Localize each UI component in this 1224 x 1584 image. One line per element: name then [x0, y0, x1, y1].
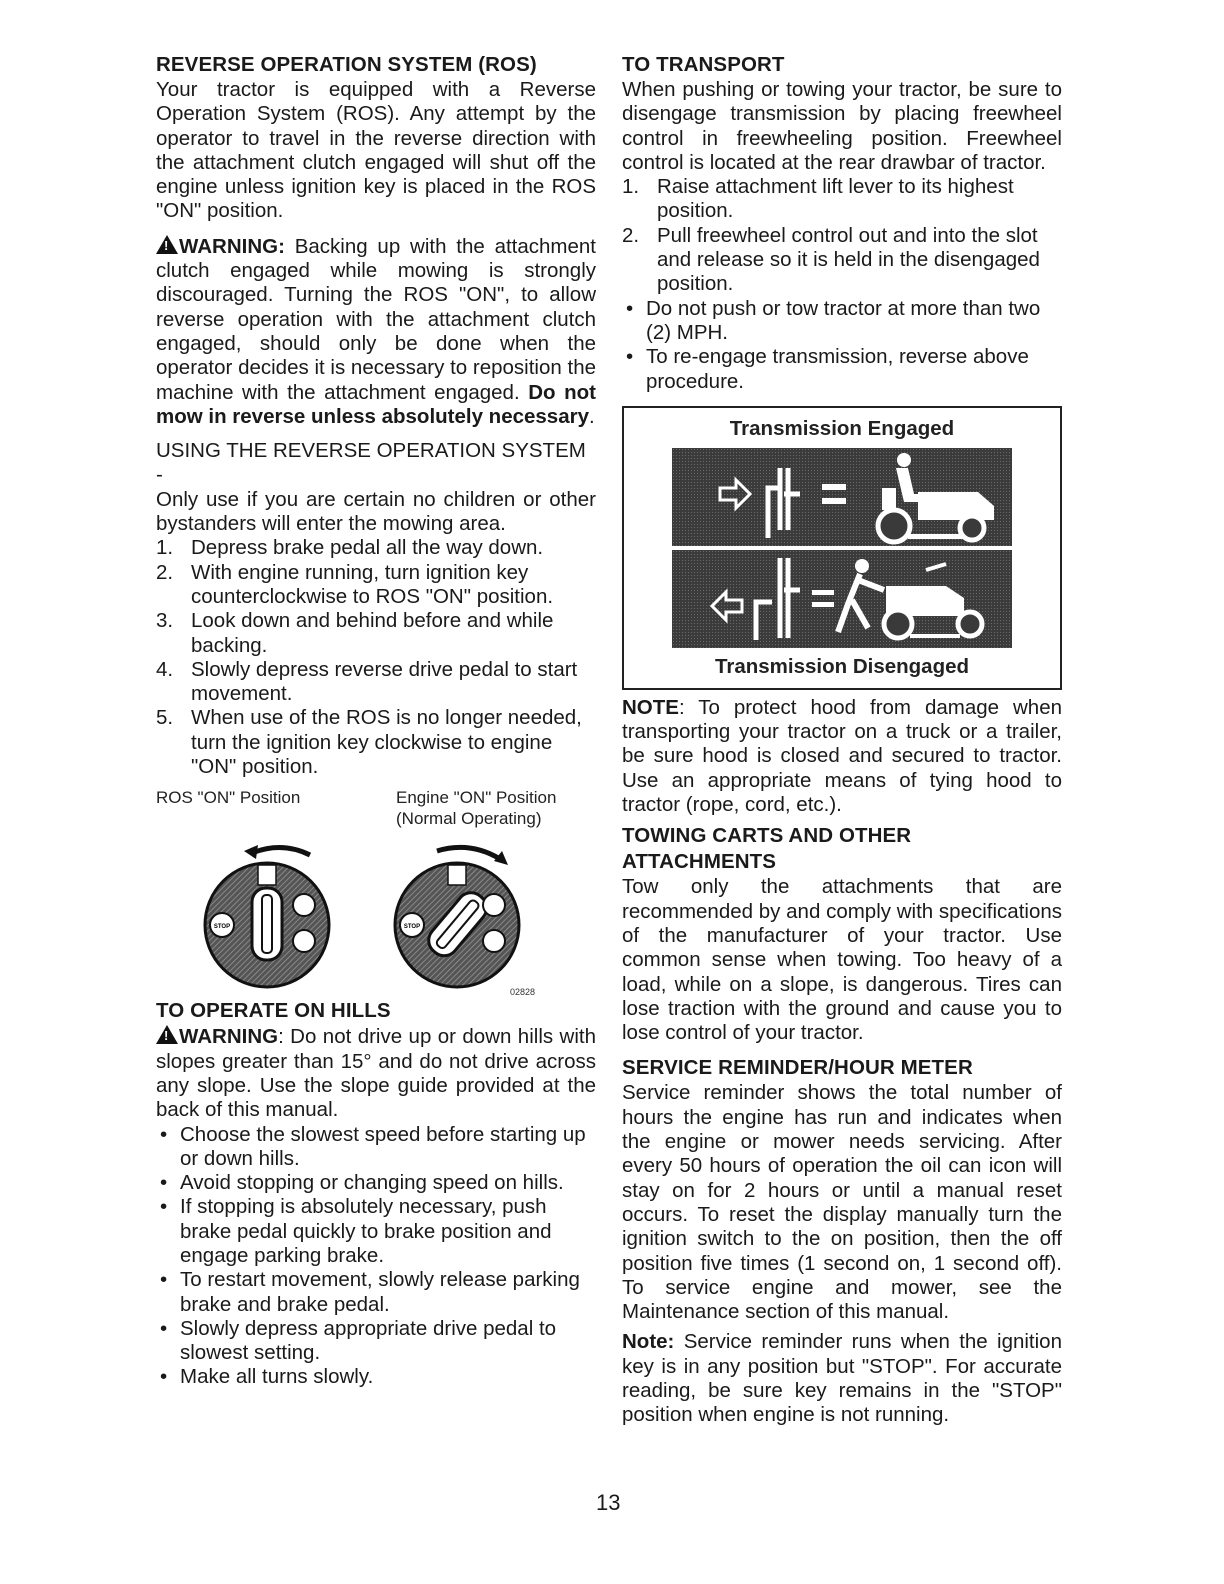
ros-intro: Your tractor is equipped with a Reverse Operation System (ROS). Any attempt by the operator to travel in the reverse direction with the attachment clutch engaged will shut off the engine unless ignition key is placed in the ROS "ON" position.: [156, 78, 596, 223]
bullet-icon: •: [626, 296, 634, 320]
bullet-item: • Choose the slowest speed before starting up or down hills.: [160, 1122, 586, 1170]
disengaged-panel: [672, 550, 1012, 648]
towing-heading: TOWING CARTS AND OTHER ATTACHMENTS: [622, 824, 912, 874]
warning-emphasis: Do not mow in reverse unless absolutely necessary: [156, 380, 596, 428]
bullet-item: • Make all turns slowly.: [160, 1365, 374, 1389]
bullet-item: • Slowly depress appropriate drive pedal to slowest setting.: [160, 1316, 557, 1365]
svg-text:STOP: STOP: [403, 924, 421, 931]
bullet-icon: •: [160, 1122, 168, 1146]
bullet-item: • Do not push or tow tractor at more than two (2) MPH.: [626, 296, 1041, 344]
warning-text: Backing up with the attachment clutch engaged while mowing is strongly discouraged. Turning the ROS "ON", to allow reverse operation with the attachment clutch engaged, should only be done when the operator decides it is necessary to reposition the machine with the attachment engaged.: [156, 234, 596, 404]
bullet-icon: •: [160, 1268, 168, 1292]
service-note: Note: Service reminder runs when the ignition key is in any position but "STOP". For accurate reading, be sure key remains in the "STOP" position when engine is not running.: [622, 1330, 1062, 1427]
list-item: 4. Slowly depress reverse drive pedal to start movement.: [156, 657, 578, 706]
bullet-icon: •: [626, 345, 634, 369]
ros-position-icon: [258, 865, 276, 885]
using-ros-intro: Only use if you are certain no children or other bystanders will enter the mowing area.: [156, 487, 596, 536]
transport-heading: TO TRANSPORT: [622, 53, 785, 76]
ros-warning: !WARNING: Backing up with the attachment clutch engaged while mowing is strongly discouraged. Turning the ROS "ON", to allow reverse operation with the attachment clutch engaged, should only be done when the operator decides it is necessary to reposition the machine with the attachment engaged. Do not mow in reverse unless absolutely necessary.: [156, 234, 596, 429]
warning-label: WARNING:: [179, 234, 285, 258]
hills-warning: [156, 1024, 596, 1122]
transport-intro: When pushing or towing your tractor, be sure to disengage transmission by placing freewheel control in freewheeling position. Freewheel control is located at the rear drawbar of tractor.: [622, 78, 1062, 174]
warning-triangle-icon: [156, 1025, 178, 1044]
bullet-item: • Avoid stopping or changing speed on hills.: [160, 1171, 564, 1195]
right-column: [622, 52, 1062, 1428]
lights-position-icon: [293, 930, 315, 952]
transport-steps-list: [622, 175, 1062, 296]
fig-disengaged-label: Transmission Disengaged: [714, 654, 970, 678]
cw-arrow-icon: [437, 848, 500, 860]
engine-on-position-icon: [483, 894, 505, 916]
service-text: Service reminder shows the total number of hours the engine has run and indicates when the engine or mower needs servicing. After every 50 hours of operation the oil can icon will stay on for 2 hours or until a manual reset occurs. To reset the display manually turn the ignition switch to the on position, then the off position five times (1 second on, 1 second off). To service engine and mower, see the Maintenance section of this manual.: [622, 1081, 1062, 1324]
warning-triangle-icon: [156, 235, 178, 254]
bullet-icon: •: [160, 1171, 168, 1195]
dial-captions: [156, 787, 596, 829]
hood-note: NOTE: To protect hood from damage when transporting your tractor on a truck or a trailer, be sure hood is closed and secured to tractor. Use an appropriate means of tying hood to tractor (rope, cord, etc.).: [622, 695, 1062, 817]
fig-engaged-label: Transmission Engaged: [729, 416, 955, 440]
caption-engine-on: Engine "ON" Position (Normal Operating): [396, 788, 557, 829]
lights-position-icon: [483, 930, 505, 952]
caption-ros-on: ROS "ON" Position: [156, 788, 301, 808]
ros-heading: REVERSE OPERATION SYSTEM (ROS): [156, 53, 537, 76]
bullet-item: • To re-engage transmission, reverse above procedure.: [626, 345, 1029, 393]
ros-steps-list: [156, 536, 596, 779]
list-item: 3. Look down and behind before and while backing.: [156, 609, 554, 657]
ignition-dials-figure: [156, 833, 596, 998]
page-number: 13: [596, 1490, 621, 1515]
engine-on-dial: [382, 833, 542, 998]
engaged-panel: [672, 448, 1012, 546]
bullet-item: • If stopping is absolutely necessary, push brake pedal quickly to brake position and engage parking brake.: [160, 1195, 552, 1267]
hills-warning-text: : Do not drive up or down hills with slopes greater than 15° and do not drive across any slope. Use the slope guide provided at the back of this manual.: [156, 1025, 596, 1122]
hills-warning-label: WARNING: [179, 1025, 279, 1049]
hills-heading: TO OPERATE ON HILLS: [156, 999, 391, 1023]
service-heading: SERVICE REMINDER/HOUR METER: [622, 1056, 973, 1080]
bullet-item: • To restart movement, slowly release parking brake and brake pedal.: [160, 1268, 580, 1316]
note-label: NOTE: [622, 695, 679, 719]
ccw-arrow-icon: [252, 848, 310, 856]
transmission-figure: [622, 406, 1062, 690]
transport-bullets-list: [622, 297, 1062, 394]
list-item: 2. With engine running, turn ignition key counterclockwise to ROS "ON" position.: [156, 560, 554, 608]
hills-bullets-list: [156, 1123, 596, 1390]
service-note-label: Note:: [622, 1330, 675, 1354]
ros-on-dial: [192, 833, 342, 998]
left-column: [156, 52, 596, 1390]
ros-position-icon: [448, 865, 466, 885]
list-item: 5. When use of the ROS is no longer needed, turn the ignition key clockwise to engine "ON" position.: [156, 706, 582, 779]
bullet-icon: •: [160, 1195, 168, 1219]
list-item: 2. Pull freewheel control out and into the slot and release so it is held in the disengaged position.: [622, 223, 1040, 296]
figure-code: 02828: [510, 987, 536, 998]
list-item: 1. Raise attachment lift lever to its highest position.: [622, 175, 1014, 223]
using-ros-title: USING THE REVERSE OPERATION SYSTEM -: [156, 439, 586, 487]
bullet-icon: •: [160, 1316, 168, 1340]
engine-on-position-icon: [293, 894, 315, 916]
towing-text: Tow only the attachments that are recommended by and comply with specifications of the manufacturer of your tractor. Use common sense when towing. Too heavy of a load, while on a slope, is dangerous. Tires can lose traction with the ground and cause you to lose control of your tractor.: [622, 875, 1062, 1045]
svg-text:STOP: STOP: [213, 924, 231, 931]
bullet-icon: •: [160, 1365, 168, 1389]
list-item: 1. Depress brake pedal all the way down.: [156, 536, 544, 560]
